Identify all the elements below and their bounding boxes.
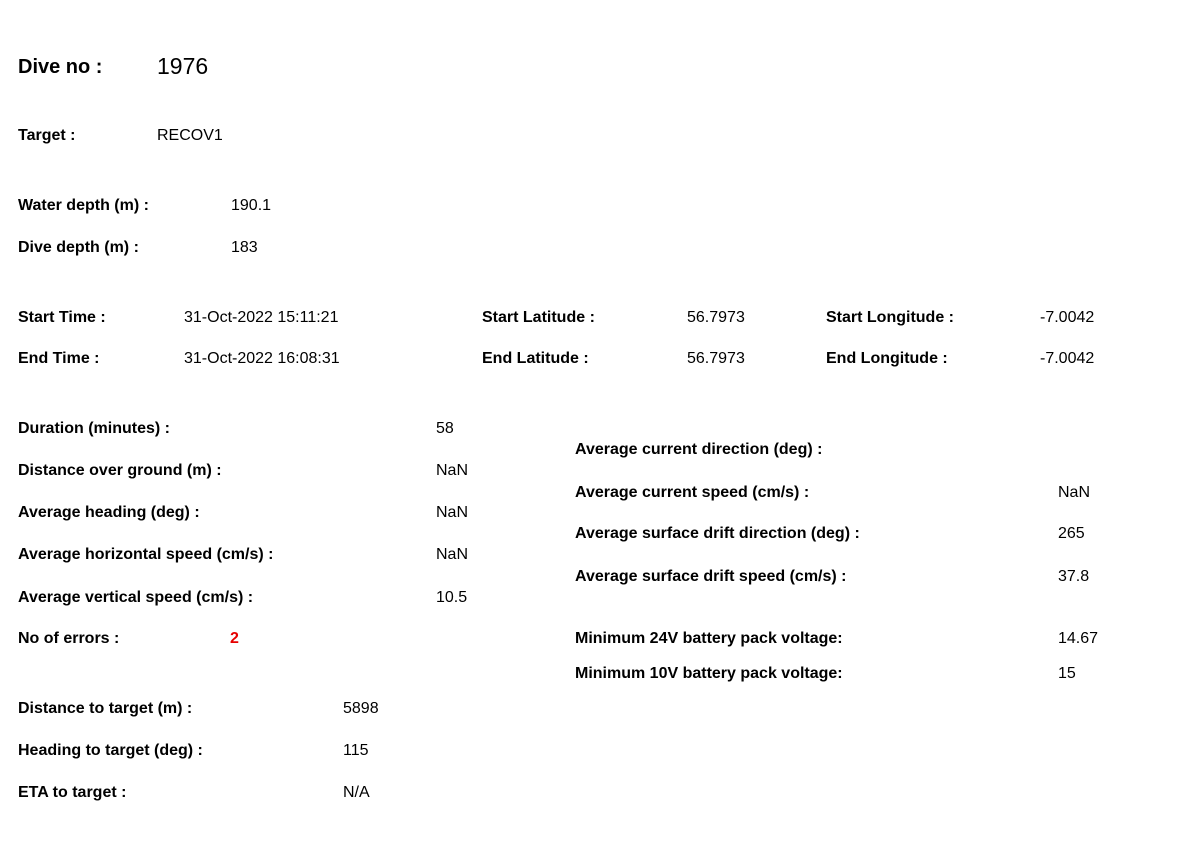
dive-no-label: Dive no : xyxy=(18,56,103,78)
target-label: Target : xyxy=(18,127,76,144)
water-depth-label: Water depth (m) : xyxy=(18,197,149,214)
surface-drift-speed-label: Average surface drift speed (cm/s) : xyxy=(575,568,847,585)
start-latitude-value: 56.7973 xyxy=(687,309,745,326)
eta-to-target-value: N/A xyxy=(343,784,370,801)
average-heading-label: Average heading (deg) : xyxy=(18,504,200,521)
dive-no-value: 1976 xyxy=(157,53,209,79)
distance-over-ground-label: Distance over ground (m) : xyxy=(18,462,222,479)
heading-to-target-label: Heading to target (deg) : xyxy=(18,742,203,759)
start-longitude-value: -7.0042 xyxy=(1040,309,1095,326)
dive-depth-value: 183 xyxy=(231,239,258,256)
distance-to-target-label: Distance to target (m) : xyxy=(18,700,193,717)
duration-label: Duration (minutes) : xyxy=(18,420,170,437)
end-time-value: 31-Oct-2022 16:08:31 xyxy=(184,350,340,367)
errors-label: No of errors : xyxy=(18,630,120,647)
battery-24v-value: 14.67 xyxy=(1058,630,1099,647)
start-longitude-label: Start Longitude : xyxy=(826,309,954,326)
water-depth-value: 190.1 xyxy=(231,197,272,214)
start-time-label: Start Time : xyxy=(18,309,106,326)
average-vertical-speed-value: 10.5 xyxy=(436,589,468,606)
end-longitude-value: -7.0042 xyxy=(1040,350,1095,367)
end-time-label: End Time : xyxy=(18,350,100,367)
end-latitude-label: End Latitude : xyxy=(482,350,589,367)
target-value: RECOV1 xyxy=(157,127,223,144)
surface-drift-direction-value: 265 xyxy=(1058,525,1085,542)
average-current-speed-value: NaN xyxy=(1058,484,1091,501)
average-vertical-speed-label: Average vertical speed (cm/s) : xyxy=(18,589,254,606)
duration-value: 58 xyxy=(436,420,454,437)
average-horizontal-speed-value: NaN xyxy=(436,546,469,563)
average-horizontal-speed-label: Average horizontal speed (cm/s) : xyxy=(18,546,274,563)
heading-to-target-value: 115 xyxy=(343,742,369,759)
eta-to-target-label: ETA to target : xyxy=(18,784,127,801)
distance-over-ground-value: NaN xyxy=(436,462,469,479)
errors-value: 2 xyxy=(230,630,239,647)
start-latitude-label: Start Latitude : xyxy=(482,309,595,326)
end-longitude-label: End Longitude : xyxy=(826,350,948,367)
surface-drift-speed-value: 37.8 xyxy=(1058,568,1090,585)
dive-depth-label: Dive depth (m) : xyxy=(18,239,139,256)
average-current-direction-label: Average current direction (deg) : xyxy=(575,441,823,458)
average-current-speed-label: Average current speed (cm/s) : xyxy=(575,484,810,501)
end-latitude-value: 56.7973 xyxy=(687,350,745,367)
distance-to-target-value: 5898 xyxy=(343,700,379,717)
battery-10v-value: 15 xyxy=(1058,665,1076,682)
surface-drift-direction-label: Average surface drift direction (deg) : xyxy=(575,525,860,542)
average-heading-value: NaN xyxy=(436,504,469,521)
battery-10v-label: Minimum 10V battery pack voltage: xyxy=(575,665,843,682)
battery-24v-label: Minimum 24V battery pack voltage: xyxy=(575,630,843,647)
start-time-value: 31-Oct-2022 15:11:21 xyxy=(184,309,339,326)
